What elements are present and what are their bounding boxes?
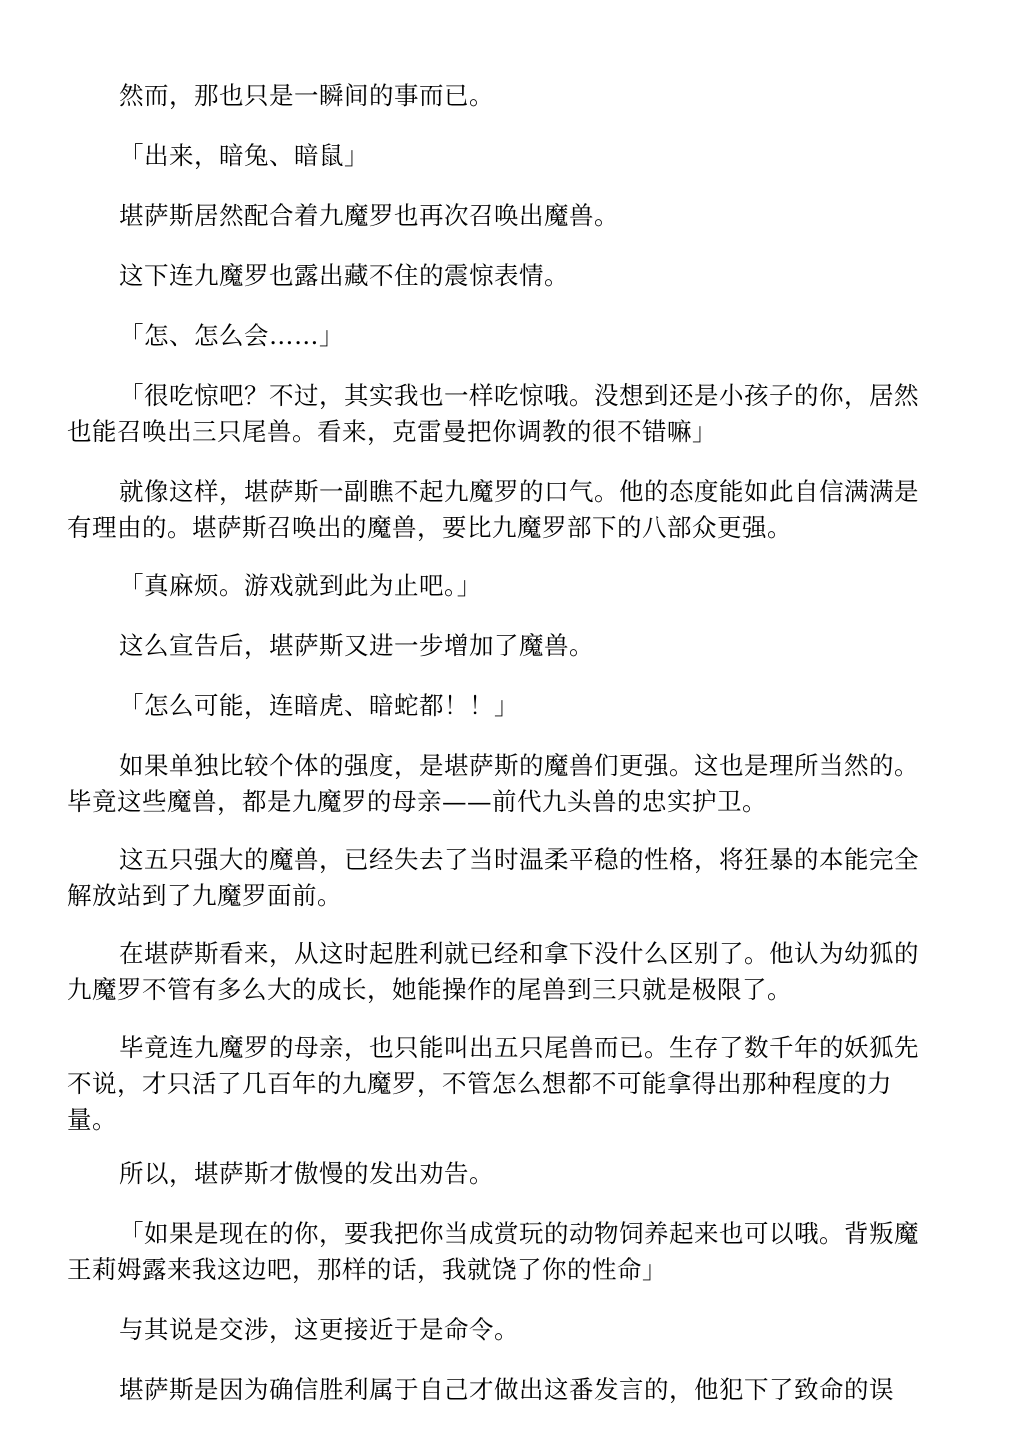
paragraph-7: 就像这样，堪萨斯一副瞧不起九魔罗的口气。他的态度能如此自信满满是有理由的。堪萨斯召唤出的魔兽，要比九魔罗部下的八部众更强。 bbox=[67, 477, 919, 542]
paragraph-3: 堪萨斯居然配合着九魔罗也再次召唤出魔兽。 bbox=[119, 201, 619, 230]
paragraph-6: 「很吃惊吧？不过，其实我也一样吃惊哦。没想到还是小孩子的你，居然也能召唤出三只尾兽。看来，克雷曼把你调教的很不错嘛」 bbox=[67, 381, 919, 446]
paragraph-5: 「怎、怎么会……」 bbox=[119, 321, 344, 350]
paragraph-16: 「如果是现在的你，要我把你当成赏玩的动物饲养起来也可以哦。背叛魔王莉姆露来我这边吧，那样的话，我就饶了你的性命」 bbox=[67, 1219, 919, 1284]
paragraph-15: 所以，堪萨斯才傲慢的发出劝告。 bbox=[119, 1159, 494, 1188]
paragraph-4: 这下连九魔罗也露出藏不住的震惊表情。 bbox=[119, 261, 569, 290]
paragraph-14: 毕竟连九魔罗的母亲，也只能叫出五只尾兽而已。生存了数千年的妖狐先不说，才只活了几百年的九魔罗，不管怎么想都不可能拿得出那种程度的力量。 bbox=[67, 1033, 919, 1134]
paragraph-8: 「真麻烦。游戏就到此为止吧。」 bbox=[119, 571, 482, 600]
paragraph-17: 与其说是交涉，这更接近于是命令。 bbox=[119, 1315, 519, 1344]
paragraph-13: 在堪萨斯看来，从这时起胜利就已经和拿下没什么区别了。他认为幼狐的九魔罗不管有多么大的成长，她能操作的尾兽到三只就是极限了。 bbox=[67, 939, 919, 1004]
paragraph-12: 这五只强大的魔兽，已经失去了当时温柔平稳的性格，将狂暴的本能完全解放站到了九魔罗面前。 bbox=[67, 845, 919, 910]
paragraph-1: 然而，那也只是一瞬间的事而已。 bbox=[119, 81, 494, 110]
paragraph-18: 堪萨斯是因为确信胜利属于自己才做出这番发言的，他犯下了致命的误 bbox=[119, 1375, 894, 1404]
paragraph-9: 这么宣告后，堪萨斯又进一步增加了魔兽。 bbox=[119, 631, 594, 660]
paragraph-10: 「怎么可能，连暗虎、暗蛇都！！」 bbox=[119, 691, 519, 720]
paragraph-2: 「出来，暗兔、暗鼠」 bbox=[119, 141, 369, 170]
paragraph-11: 如果单独比较个体的强度，是堪萨斯的魔兽们更强。这也是理所当然的。毕竟这些魔兽，都是九魔罗的母亲——前代九头兽的忠实护卫。 bbox=[67, 751, 919, 816]
